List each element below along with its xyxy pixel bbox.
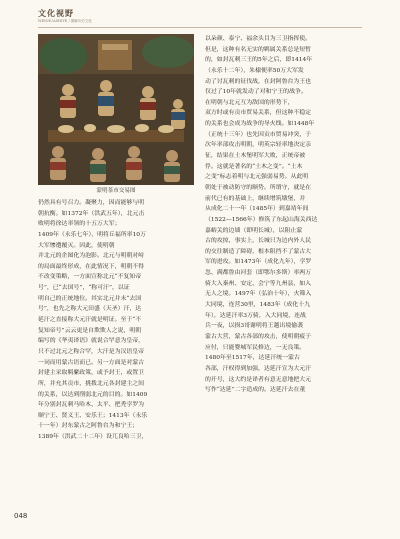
section-header (38, 8, 368, 28)
text-line: 次年率部攻击明朝，明英宗轻率地决定亲 (205, 142, 312, 149)
text-line: 的关系也会成为战争的导火线。如1448年 (205, 121, 315, 128)
text-line: 应付，只能婴城军民修边，一无良策。 (205, 344, 306, 351)
text-line: 骑大入秦州、安定、会宁等九州县，如入 (205, 280, 312, 287)
page-number: 048 (14, 512, 28, 520)
text-line: （正统十三年）也先因贡市贸易冲突，于 (205, 131, 312, 138)
text-line: 一词而用蒙古语而已。另一方面是对蒙古 (38, 359, 145, 366)
text-line: 忽、满都鲁由河套（即鄂尔多斯）率两万 (205, 270, 312, 277)
text-line: 从成化二十一年（1485年）到嘉靖年间 (205, 206, 309, 213)
text-line: 但是，这种有名无实的羁属关系总是短暂 (205, 46, 312, 53)
text-line: 延汗之直接称大元汗就是明证。至于“不 (38, 317, 142, 324)
text-line: 前代已有的基础上，继续增筑墩堡，并 (205, 195, 306, 202)
text-line: 号”，已“去国号”，“称可汗”，以证 (38, 285, 130, 292)
text-line: 的交往制造了障碍，根本阻挡不了蒙古大 (205, 248, 312, 255)
text-line: 并北元的企图化为泡影。北元与明朝对峙 (38, 253, 145, 260)
text-line: 俘。这就是著名的“土木之变”。“土木 (205, 163, 303, 170)
text-line: 的局面最终形成，在此情况下，明朝不得 (38, 263, 145, 270)
text-line: 号”，也先之称大元田盛（天圣）汗，达 (38, 306, 142, 313)
text-line: 复知帝号”云云更是自欺欺人之说，明朝 (38, 327, 142, 334)
text-line: 征，结果在土木堡明军大败，正统帝被 (205, 153, 306, 160)
text-line: 不改变策略，一方面宣称北元“不复知帝 (38, 274, 142, 281)
text-line: 以朵颜、泰宁、福余头目为三卫指挥使。 (205, 36, 312, 42)
text-line: 大军惨遭覆灭。因此，使明朝 (38, 242, 115, 249)
header-divider (38, 27, 362, 28)
text-line: 1389年（洪武二十二年）设兀良哈三卫， (38, 434, 148, 441)
text-line: 在明朝与北元互为敌国的形势下， (205, 99, 294, 106)
text-line: 年分别封瓦剌马哈木、太平、把秃孛罗为 (38, 402, 145, 409)
text-line: 双方时或有贡市贸易关系，但这种不稳定 (205, 110, 312, 117)
text-line: 仅过了10年就发动了对和宁王的战争。 (205, 89, 307, 96)
text-line: 无人之境。1497年（弘治十年），火筛入 (205, 291, 312, 298)
text-line: 动了讨瓦剌的征伐战，在封阿鲁台为王也 (205, 78, 312, 85)
section-subtitle: WENHUASHIYE / 图解历史文化 (38, 19, 92, 23)
left-text-column (38, 198, 194, 443)
text-line: 的关系，以达到削弱北元的目的。如1409 (38, 391, 148, 398)
figure-caption: 蒙明茶市交易图 (96, 188, 136, 194)
text-line: 蒙古大营，蒙古各部的攻击，使明朝疲于 (205, 333, 312, 340)
tea-market-painting (38, 34, 194, 185)
section-title: 文化视野 (38, 8, 74, 18)
text-line: 写作“达延”二字造成的。达延汗去在董 (205, 387, 306, 394)
right-text-column (205, 34, 365, 396)
text-line: 1409年（永乐七年），明将丘福所率10万 (38, 231, 146, 238)
text-line: 兵一夜，以损3哥谢明将王越出境偷袭 (205, 323, 303, 330)
text-line: 军的进攻。如1473年（成化九年），孛罗 (205, 259, 312, 266)
text-line: 编写的《华夷译语》就说合罕意为皇帝， (38, 338, 145, 345)
text-line: 的，如封瓦剌三王的5年之后，即1414年 (205, 57, 313, 64)
text-line: 年），达延汗率3万骑，入大同境，连战 (205, 312, 306, 319)
text-line: 十一年）封东蒙古之阿鲁台为和宁王； (38, 423, 139, 430)
text-line: 各部，汗权得到加强，达延汗宣为大元汗 (205, 365, 312, 372)
text-line: 仍然具有号召力。凝聚力，因而能够与明 (38, 200, 145, 206)
text-line: 朝处于被动防守的顺势。所谓守，就是在 (205, 184, 312, 191)
text-line: 所，并允其贡市，挑拨北元各封建主之间 (38, 380, 145, 387)
text-line: 的开号，这大约是译者有意无意地把大元 (205, 376, 312, 383)
text-line: 败明将徐达率领的十五万大军； (38, 221, 121, 228)
text-line: 朝抗衡。如1372年（洪武五年），北元击 (38, 210, 145, 217)
text-line: 古的攻掠，事实上，长城只为边内外人民 (205, 238, 312, 245)
painting-illustration (38, 34, 194, 185)
text-line: 1480年至1517年，达延汗统一蒙古 (205, 355, 300, 362)
text-line: 之变”标志着明与北元强弱易势。从此明 (205, 174, 309, 181)
text-line: 顺宁王、贤义王、安乐王；1413年（永乐 (38, 412, 148, 419)
text-line: 只不过北元之称合罕，大汗是为汉语皇帝 (38, 348, 145, 355)
text-line: 大同境，连营30里，1483年（成化十九 (205, 302, 310, 309)
text-line: （永乐十二年），朱棣便率50万大军发 (205, 67, 304, 74)
text-line: （1522—1566年）修筑了东起山海关西达 (205, 216, 318, 223)
text-line: 封建主采取羁縻政策，或予封王，或置卫 (38, 370, 145, 377)
text-line: 明自己的正统地位。其实北元并未“去国 (38, 295, 142, 302)
text-line: 嘉峪关的边墙（即明长城），以阻止蒙 (205, 227, 303, 234)
